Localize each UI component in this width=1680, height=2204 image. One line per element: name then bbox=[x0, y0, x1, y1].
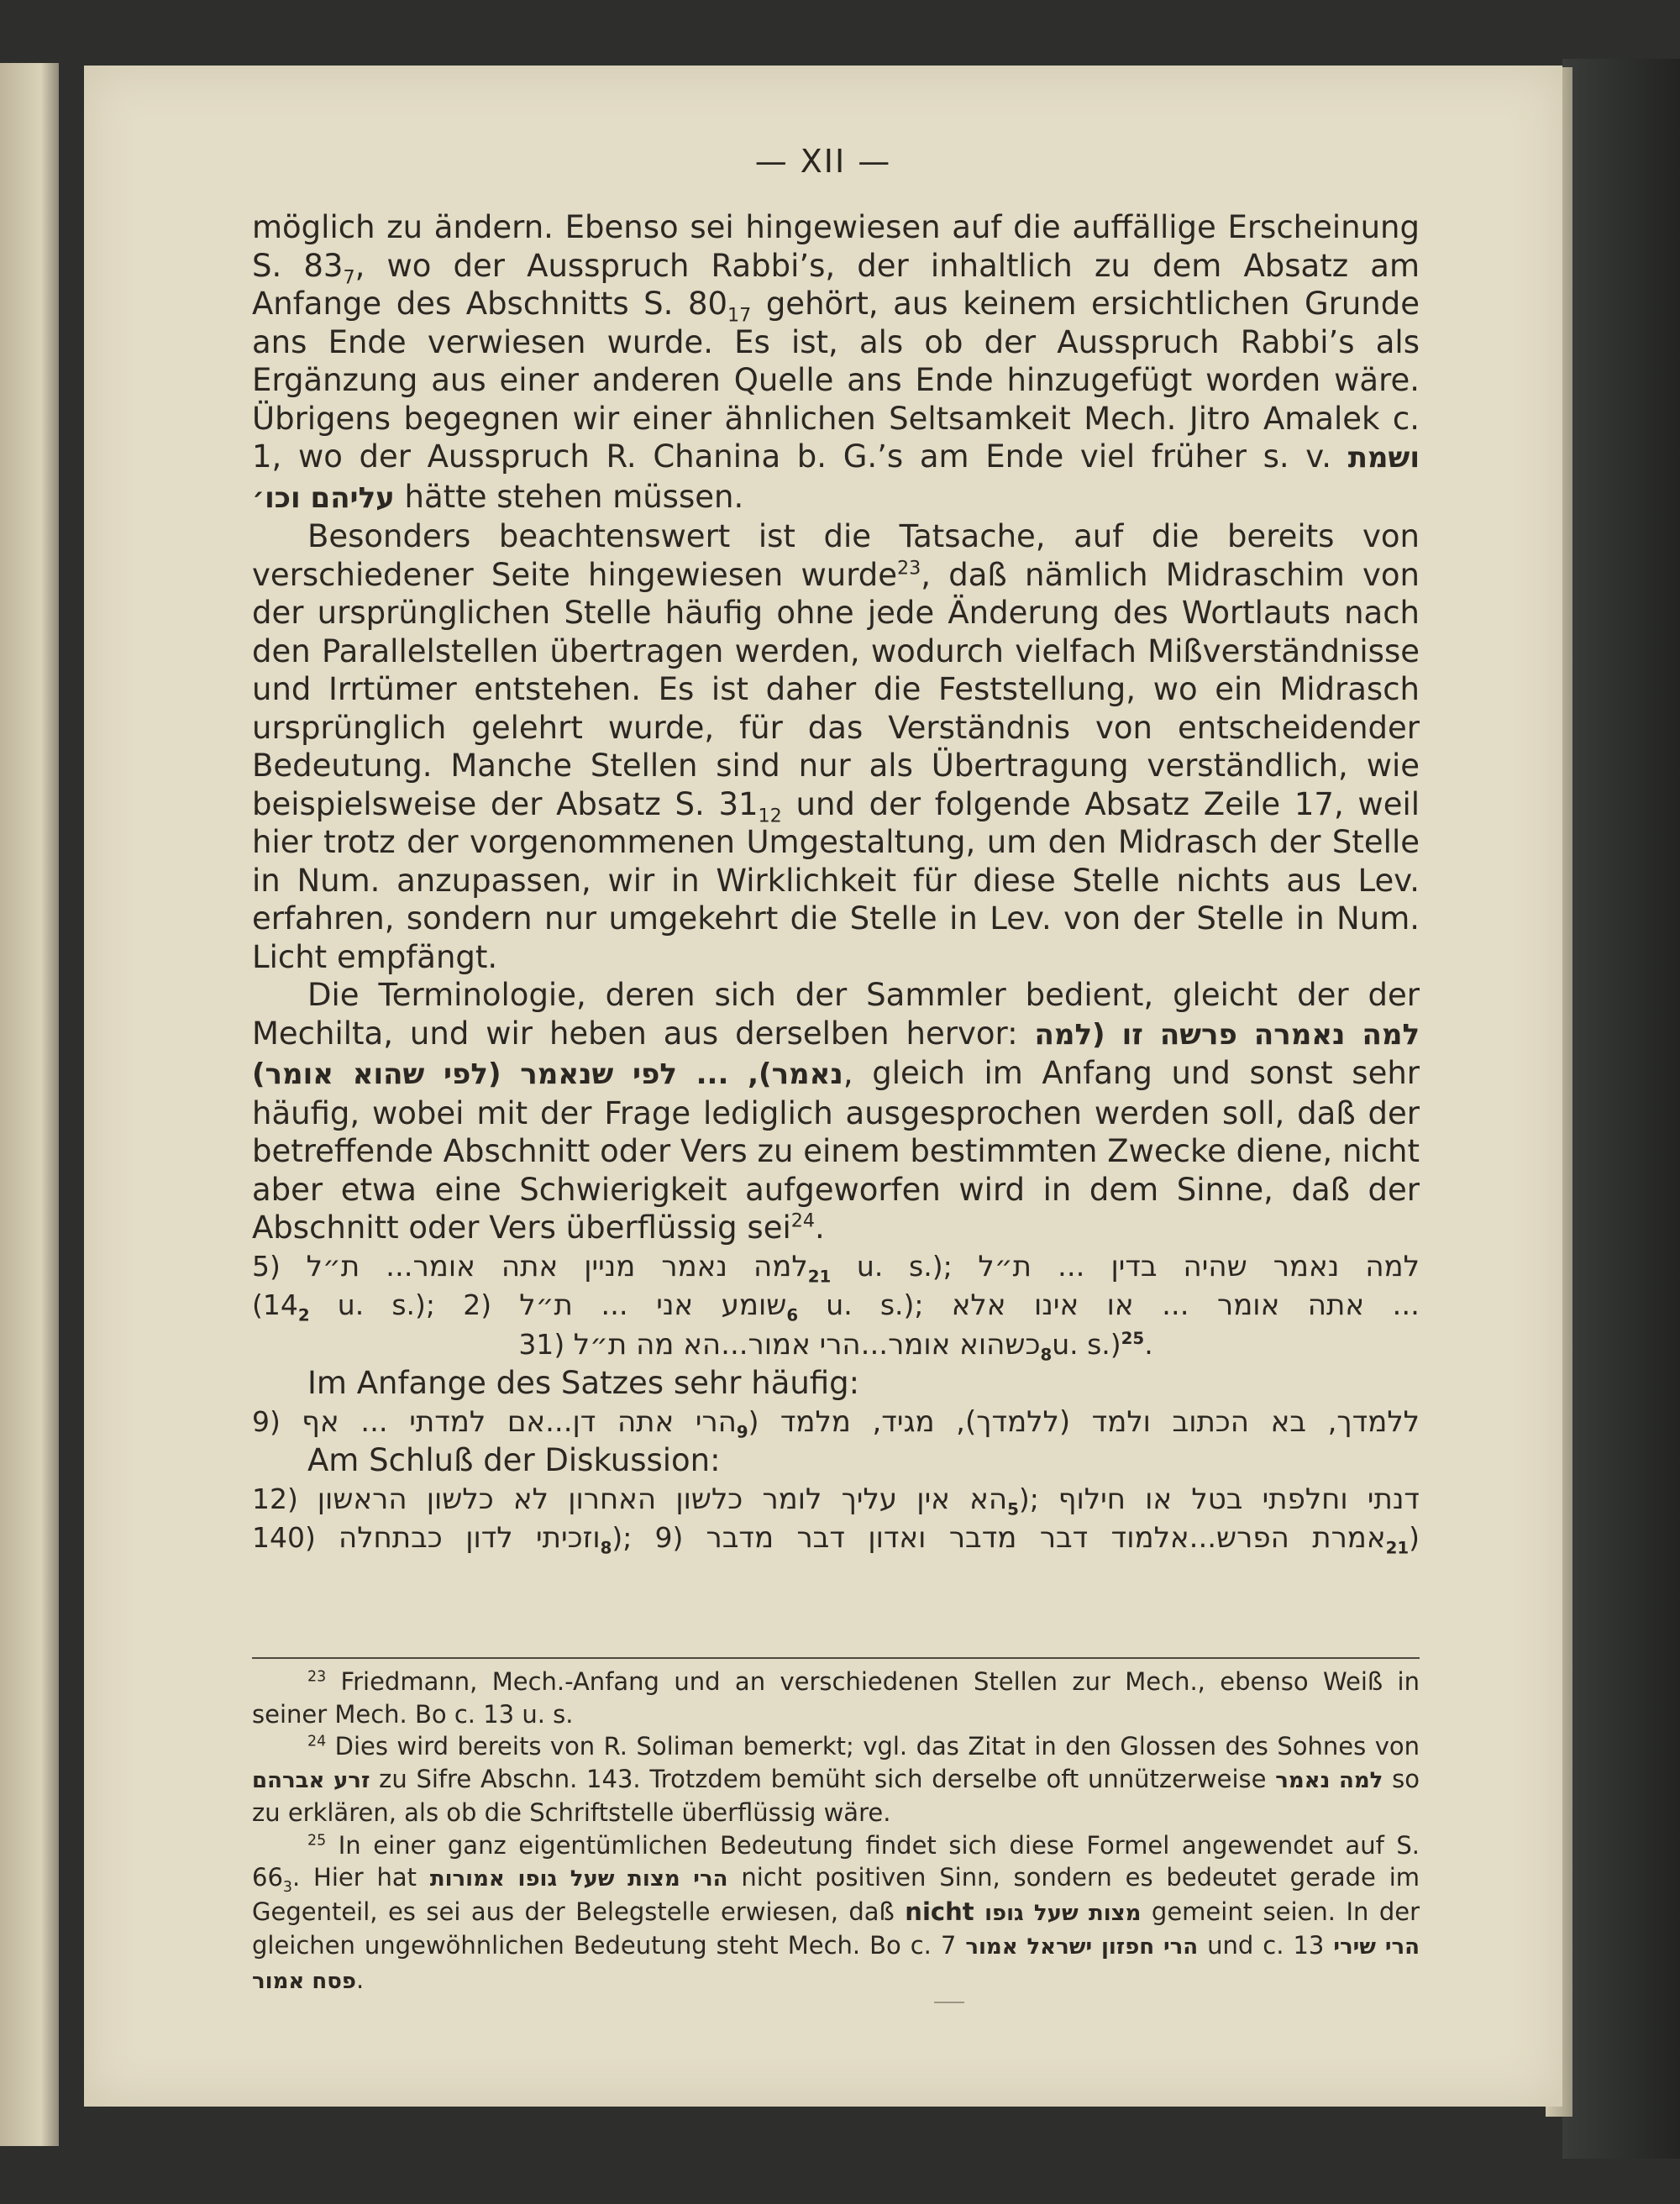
text-run: zu Sifre Abschn. 143. Trotzdem bemüht sich derselbe oft unnützerweise bbox=[370, 1764, 1276, 1793]
emphasis: nicht bbox=[905, 1897, 974, 1926]
text-run: möglich zu ändern. Ebenso sei hingewiesen auf die auffällige Erscheinung S. 83 bbox=[252, 209, 1420, 284]
text-run: Friedmann, Mech.-Anfang und an verschiedenen Stellen zur Mech., ebenso Weiß in seiner Mech. Bo c. 13 u. s. bbox=[252, 1667, 1420, 1729]
hebrew-example-line bbox=[252, 1247, 1420, 1287]
subscript-index: 3 bbox=[282, 1878, 292, 1896]
hebrew-text: אמרת הפרש...אלמוד דבר מדבר ואדון דבר מדבר bbox=[706, 1521, 1386, 1555]
text-run: . bbox=[815, 1210, 825, 1246]
reference-text: (9 bbox=[654, 1521, 706, 1554]
reference-text: ); bbox=[1018, 1482, 1058, 1515]
text-run: und c. 13 bbox=[1198, 1931, 1334, 1960]
hebrew-example-line bbox=[252, 1325, 1420, 1365]
hebrew-text: ושמת עליהם וכו׳ bbox=[252, 441, 1420, 515]
text-run: hätte stehen müssen. bbox=[394, 478, 744, 515]
text-run bbox=[974, 1897, 984, 1926]
hebrew-text: הא אין עליך לומר כלשון האחרון לא כלשון הראשון bbox=[317, 1482, 1008, 1516]
reference-text: ) bbox=[1409, 1521, 1420, 1554]
hebrew-text: למה נאמרה פרשה זו (למה bbox=[1034, 1017, 1420, 1052]
hebrew-text: למה נאמר מניין אתה אומר... ת״ל bbox=[306, 1249, 808, 1283]
hebrew-text: הרי מצות שעל גופו אמורות bbox=[429, 1866, 728, 1892]
body-text bbox=[252, 208, 1420, 1558]
section-label: Im Anfange des Satzes sehr häufig: bbox=[307, 1365, 860, 1401]
hebrew-example-line bbox=[252, 1480, 1420, 1519]
hebrew-text: למה נאמר bbox=[1275, 1767, 1383, 1793]
reference-text: . bbox=[1144, 1327, 1153, 1361]
hebrew-text: נאמר), ... לפי שנאמר (לפי שהוא אומר) bbox=[252, 1057, 843, 1091]
footnote bbox=[252, 1730, 1420, 1829]
reference-text: (2 bbox=[463, 1288, 520, 1321]
page-number: — XII — bbox=[754, 143, 892, 180]
adjacent-page-edge bbox=[0, 63, 59, 2146]
text-run: , wo der Ausspruch Rabbi’s, der inhaltlich zu dem Absatz am Anfange des Abschnitts S. 80 bbox=[252, 247, 1420, 322]
hebrew-example-line bbox=[252, 1286, 1420, 1325]
text-run: . Hier hat bbox=[291, 1863, 430, 1892]
reference-text: (5 bbox=[252, 1249, 307, 1283]
reference-text: (9 bbox=[252, 1404, 302, 1438]
end-mark bbox=[934, 2002, 964, 2003]
footnote bbox=[252, 1666, 1420, 1730]
reference-text: (31 bbox=[518, 1327, 574, 1361]
subscript-index: 21 bbox=[1385, 1538, 1410, 1558]
subscript-index: 9 bbox=[736, 1422, 748, 1442]
footnote bbox=[252, 1829, 1420, 1998]
text-run: , gleich im Anfang und sonst sehr häufig, wobei mit der Frage lediglich ausgesprochen werden soll, daß der betreffende Abschnitt oder Vers zu einem bestimmten Zwecke diene, nicht aber etwa eine Schwierigkeit aufgeworfen wird in dem Sinne, daß der Abschnitt oder Vers überflüssig sei bbox=[252, 1055, 1420, 1246]
reference-text: u. s.); bbox=[309, 1288, 464, 1321]
text-run: so zu erklären, als ob die Schriftstelle überflüssig wäre. bbox=[252, 1764, 1420, 1827]
text-run: und der folgende Absatz Zeile 17, weil hier trotz der vorgenommenen Umgestaltung, um den Midrasch der Stelle in Num. anzupassen, wir in Wirklichkeit für diese Stelle nichts aus Lev. erfahren, sondern nur umgekehrt die Stelle in Lev. von der Stelle in Num. Licht empfängt. bbox=[252, 785, 1420, 975]
hebrew-text: דנתי וחלפתי בטל או חילוף bbox=[1058, 1482, 1420, 1516]
hebrew-example-line bbox=[252, 1403, 1420, 1442]
reference-text: ) bbox=[748, 1404, 780, 1438]
reference-text: u. s.) bbox=[1052, 1327, 1121, 1361]
hebrew-text: זרע אברהם bbox=[252, 1767, 370, 1793]
footnote-marker: 24 bbox=[307, 1733, 327, 1750]
hebrew-text: כשהוא אומר...הרי אמור...הא מה ת״ל bbox=[573, 1327, 1041, 1362]
hebrew-text: מצות שעל גופו bbox=[984, 1900, 1142, 1926]
reference-text: (140 bbox=[252, 1521, 339, 1554]
subscript-index: 8 bbox=[1040, 1345, 1053, 1365]
footnote-marker: 25 bbox=[307, 1831, 327, 1849]
text-run: Besonders beachtenswert ist die Tatsache, auf die bereits von verschiedener Seite hingewiesen wurde bbox=[252, 518, 1420, 593]
reference-text: (14 bbox=[252, 1288, 298, 1321]
reference-text: (12 bbox=[252, 1482, 318, 1515]
hebrew-text: הרי אתה דן...אם למדתי ... אף bbox=[302, 1404, 737, 1439]
section-label: Am Schluß der Diskussion: bbox=[307, 1442, 721, 1478]
text-run: . bbox=[356, 1965, 365, 1994]
hebrew-text: הרי חפזון ישראל אמור bbox=[965, 1934, 1199, 1960]
footnote-marker: 23 bbox=[307, 1668, 327, 1686]
text-run: In einer ganz eigentümlichen Bedeutung findet sich diese Formel angewendet auf S. 66 bbox=[252, 1830, 1420, 1892]
subscript-index: 12 bbox=[758, 804, 782, 826]
reference-text: u. s.); bbox=[798, 1288, 952, 1321]
subscript-index: 2 bbox=[297, 1305, 310, 1325]
hebrew-text: הרי שירי פסח אמור bbox=[252, 1934, 1420, 1994]
footnotes bbox=[252, 1666, 1420, 1997]
subscript-index: 5 bbox=[1007, 1499, 1019, 1519]
text-run: Dies wird bereits von R. Soliman bemerkt; vgl. das Zitat in den Glossen des Sohnes von bbox=[326, 1732, 1420, 1761]
reference-text: ); bbox=[612, 1521, 655, 1554]
hebrew-text: למה נאמר שהיה בדין ... ת״ל bbox=[978, 1249, 1420, 1283]
footnote-marker: 23 bbox=[897, 557, 921, 580]
paragraph bbox=[252, 208, 1420, 517]
reference-text: u. s.); bbox=[831, 1249, 979, 1283]
footnote-marker: 24 bbox=[790, 1210, 815, 1232]
text-run: , daß nämlich Midraschim von der ursprünglichen Stelle häufig ohne jede Änderung des Wortlauts nach den Parallelstellen übertragen werden, wodurch vielfach Mißverständnisse und Irrtümer entstehen. Es ist daher die Feststellung, wo ein Midrasch ursprünglich gelehrt wurde, für das Verständnis von entscheidender Bedeutung. Manche Stellen sind nur als Übertragung verständlich, wie beispielsweise der Absatz S. 31 bbox=[252, 556, 1420, 822]
text-run: gehört, aus keinem ersichtlichen Grunde ans Ende verwiesen wurde. Es ist, als ob der Ausspruch Rabbi’s als Ergänzung aus einer anderen Quelle ans Ende hinzugefügt worden wäre. Übrigens begegnen wir einer ähnlichen Seltsamkeit Mech. Jitro Amalek c. 1, wo der Ausspruch R. Chanina b. G.’s am Ende viel früher s. v. bbox=[252, 286, 1420, 475]
hebrew-text: וזכיתי לדון כבתחלה bbox=[339, 1521, 601, 1555]
text-run: gemeint seien. In der gleichen ungewöhnlichen Bedeutung steht Mech. Bo c. 7 bbox=[252, 1897, 1420, 1960]
text-run: nicht positiven Sinn, sondern es bedeutet gerade im Gegenteil, es sei aus der Belegstelle erwiesen, daß bbox=[252, 1863, 1420, 1926]
hebrew-text: ללמדך, בא הכתוב ולמד (ללמדך), מגיד, מלמד bbox=[780, 1404, 1420, 1439]
subscript-index: 6 bbox=[786, 1305, 799, 1325]
book-cover-board bbox=[1562, 59, 1680, 2159]
paragraph bbox=[252, 976, 1420, 1247]
hebrew-text: שומע אני ... ת״ל bbox=[519, 1288, 787, 1322]
subscript-index: 8 bbox=[600, 1538, 612, 1558]
subscript-index: 21 bbox=[807, 1267, 832, 1287]
footnote-marker: 25 bbox=[1121, 1328, 1145, 1348]
footnote-rule bbox=[252, 1657, 1420, 1659]
subscript-index: 17 bbox=[727, 304, 752, 327]
hebrew-text: אתה אומר ... או אינו אלא ... bbox=[951, 1288, 1420, 1322]
book-page bbox=[84, 66, 1562, 2107]
paragraph bbox=[252, 517, 1420, 976]
hebrew-example-line bbox=[252, 1519, 1420, 1558]
subscript-index: 7 bbox=[343, 265, 355, 288]
text-run: Die Terminologie, deren sich der Sammler bedient, gleicht der der Mechilta, und wir heben aus derselben hervor: bbox=[252, 977, 1420, 1052]
